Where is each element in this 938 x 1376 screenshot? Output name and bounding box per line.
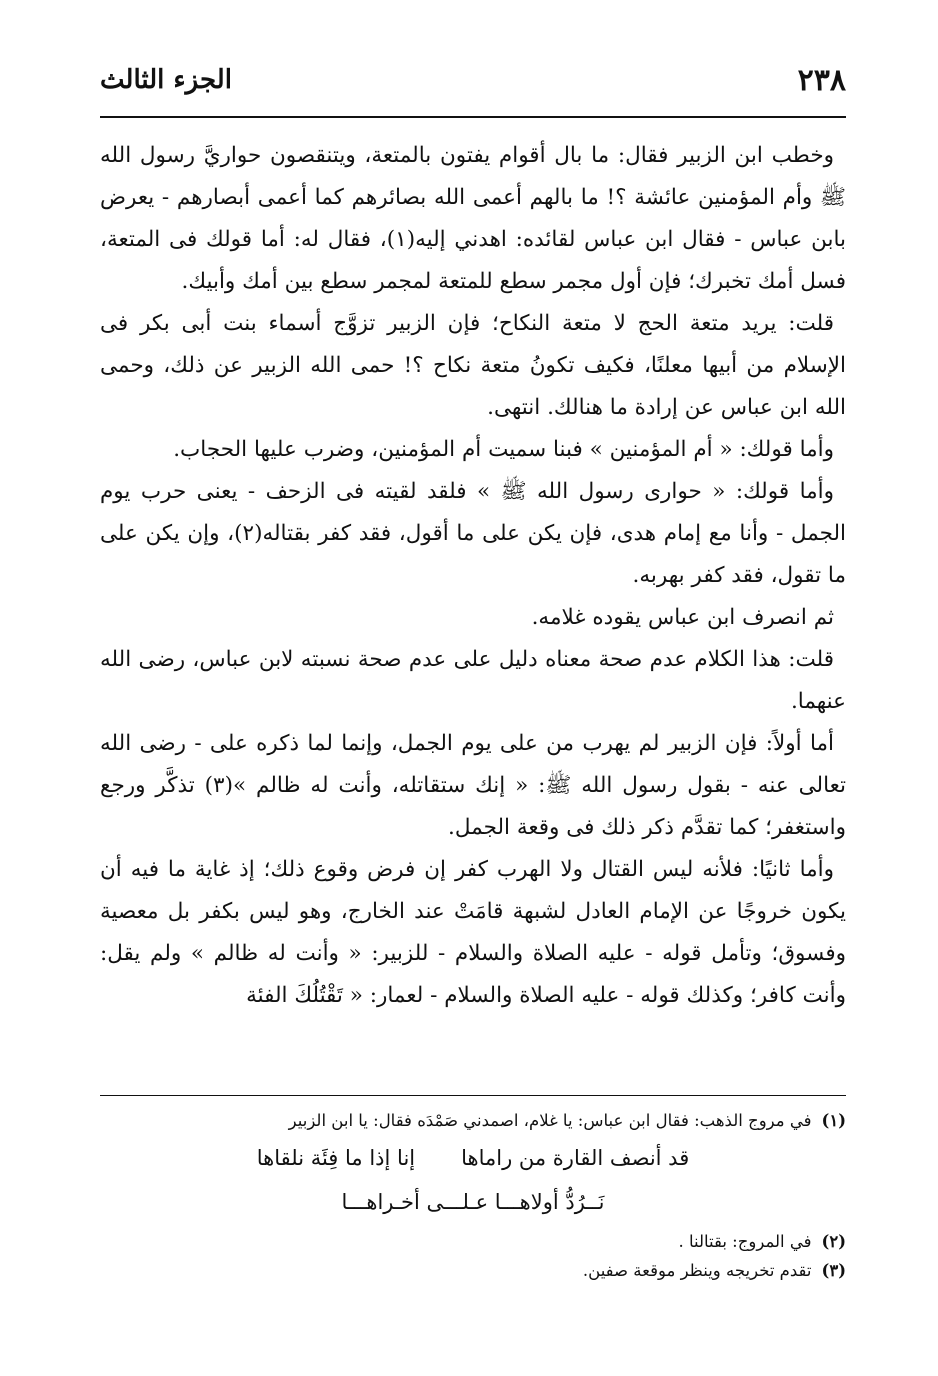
paragraph: وأما ثانيًا: فلأنه ليس القتال ولا الهرب كفر إن فرض وقوع ذلك؛ إذ غاية ما فيه أن يكون خروجًا عن الإمام العادل لشبهة قامَتْ عند الخارج، وهو ليس بكفر بل معصية وفسوق؛ وتأمل قوله - عليه الصلاة والسلام - للزبير: « وأنت له ظالم » ولم يقل: وأنت كافر؛ وكذلك قوله - عليه الصلاة والسلام - لعمار: « تَقْتُلُكَ الفئة: [100, 857, 846, 1008]
verse-hemistich: قد أنصف القارة من راماها: [461, 1146, 690, 1170]
main-text: [100, 135, 846, 1017]
footnote-2: [100, 1227, 846, 1256]
verse-hemistich: نَــرُدُّ أولاهـــا عـلـــى أخـراهـــا: [341, 1190, 605, 1214]
paragraph: وأما قولك: « حوارى رسول الله ﷺ » فلقد لقيته فى الزحف - يعنى حرب يوم الجمل - وأنا مع إمام هدى، فإن يكن على ما أقول، فقد كفر بقتاله(٢)، وإن يكن على ما تقول، فقد كفر بهربه.: [100, 479, 846, 588]
footnotes: [100, 1106, 846, 1285]
footnote-mark: (١): [821, 1111, 846, 1130]
paragraph: قلت: يريد متعة الحج لا متعة النكاح؛ فإن الزبير تزوَّج أسماء بنت أبى بكر فى الإسلام من أبيها معلنًا، فكيف تكونُ متعة نكاح ؟! حمى الله الزبير عن ذلك، وحمى الله ابن عباس عن إرادة ما هنالك. انتهى.: [100, 311, 846, 420]
verse-line: [100, 1181, 846, 1223]
paragraph: قلت: هذا الكلام عدم صحة معناه دليل على عدم صحة نسبته لابن عباس، رضى الله عنهما.: [100, 647, 846, 714]
header-rule: [100, 116, 846, 118]
verse-hemistich: إنا إذا ما فِئَة نلقاها: [256, 1146, 416, 1170]
paragraph: ثم انصرف ابن عباس يقوده غلامه.: [531, 605, 834, 630]
footnote-1: [100, 1106, 846, 1135]
page-number: ٢٣٨: [797, 62, 846, 98]
footnote-3: [100, 1256, 846, 1285]
footnote-mark: (٣): [821, 1261, 846, 1280]
paragraph: وأما قولك: « أم المؤمنين » فبنا سميت أم المؤمنين، وضرب عليها الحجاب.: [173, 437, 834, 462]
footnote-rule: [100, 1095, 846, 1096]
paragraph: وخطب ابن الزبير فقال: ما بال أقوام يفتون بالمتعة، ويتنقصون حواريَّ رسول الله ﷺ وأم المؤمنين عائشة ؟! ما بالهم أعمى الله بصائرهم كما أعمى أبصارهم - يعرض بابن عباس - فقال ابن عباس لقائده: اهدني إليه(١)، فقال له: أما قولك فى المتعة، فسل أمك تخبرك؛ فإن أول مجمر سطع للمتعة لمجمر سطع بين أمك وأبيك.: [100, 143, 846, 294]
verse-line: [100, 1137, 846, 1179]
footnote-text: في مروج الذهب: فقال ابن عباس: يا غلام، اصمدني صَمْدَه فقال: يا ابن الزبير: [288, 1111, 812, 1130]
running-head: الجزء الثالث: [100, 65, 232, 95]
page-header: [100, 58, 846, 102]
footnote-mark: (٢): [821, 1232, 846, 1251]
footnote-text: تقدم تخريجه وينظر موقعة صفين.: [582, 1261, 812, 1280]
paragraph: أما أولاً: فإن الزبير لم يهرب من على يوم الجمل، وإنما لما ذكره على - رضى الله تعالى عنه - بقول رسول الله ﷺ: « إنك ستقاتله، وأنت له ظالم »(٣) تذكَّر ورجع واستغفر؛ كما تقدَّم ذكر ذلك فى وقعة الجمل.: [100, 731, 846, 840]
footnote-text: في المروج: بقتالنا .: [678, 1232, 812, 1251]
